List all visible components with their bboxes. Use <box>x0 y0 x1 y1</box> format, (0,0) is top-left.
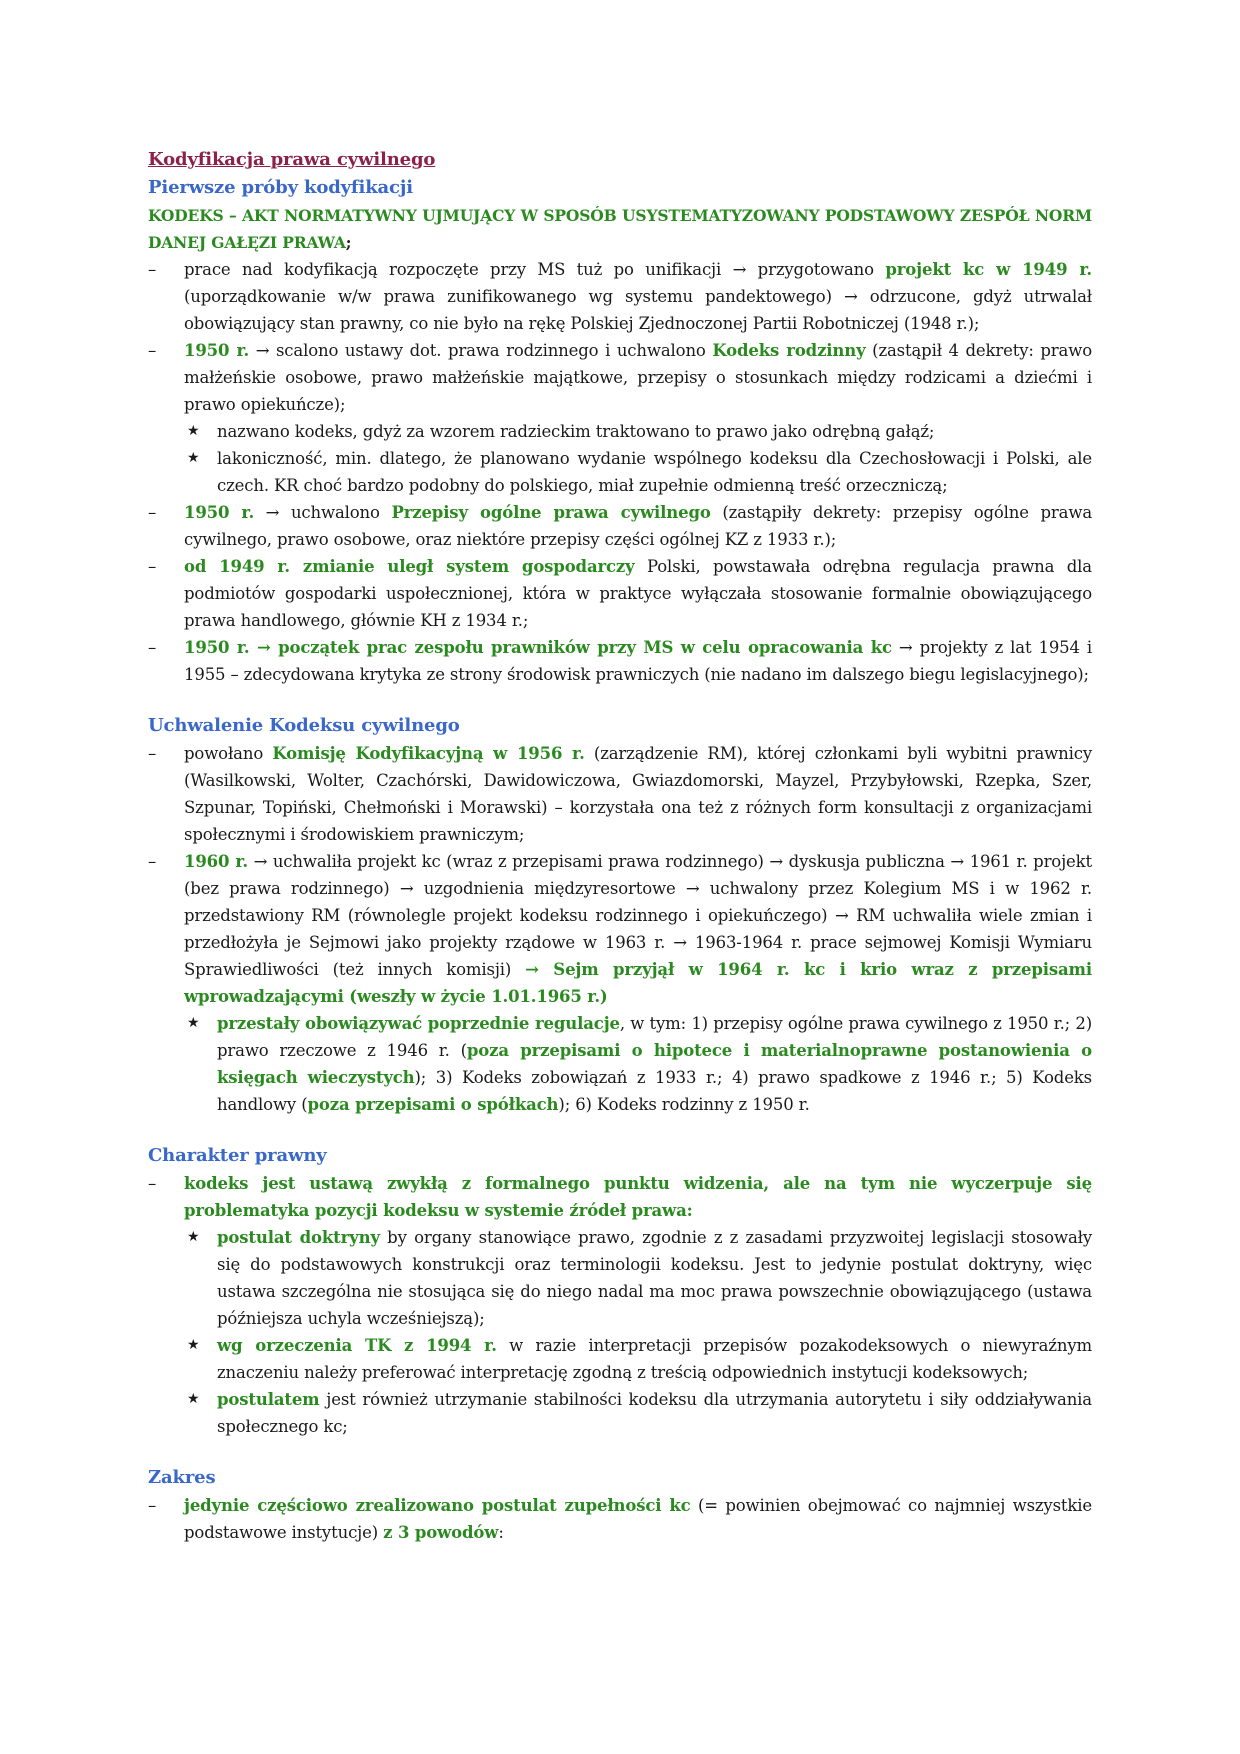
highlight: projekt kc w 1949 r. <box>885 260 1092 279</box>
highlight: 1950 r. → początek prac zespołu prawników przy MS w celu opracowania kc <box>184 638 892 657</box>
text: , w tym: 1) przepisy ogólne prawa cywilnego z 1950 r.; 2) prawo rzeczowe z 1946 r. ( <box>217 1014 1092 1060</box>
list-item <box>148 848 1092 1118</box>
section-heading-first-attempts: Pierwsze próby kodyfikacji <box>148 177 413 198</box>
list-item <box>148 1170 1092 1440</box>
highlight: postulat doktryny <box>217 1228 380 1247</box>
list-item <box>148 256 1092 337</box>
highlight: → Sejm przyjął w 1964 r. kc i krio wraz z przepisami wprowadzającymi (weszły w życie 1.01.1965 r.) <box>184 960 1092 1006</box>
highlight: 1960 r. <box>184 852 249 871</box>
highlight: Przepisy ogólne prawa cywilnego <box>391 503 711 522</box>
highlight: poza przepisami o spółkach <box>307 1095 559 1114</box>
list-item <box>148 553 1092 634</box>
first-attempts-list <box>148 256 1092 688</box>
highlight: Kodeks rodzinny <box>712 341 866 360</box>
text: → projekty z lat 1954 i 1955 – zdecydowana krytyka ze strony środowisk prawniczych (nie nadano im dalszego biegu legislacyjnego); <box>184 638 1093 684</box>
scope-list <box>148 1492 1092 1546</box>
highlight: od 1949 r. zmianie uległ system gospodarczy <box>184 557 635 576</box>
text: → scalono ustawy dot. prawa rodzinnego i uchwalono <box>249 341 713 360</box>
text: Polski, powstawała odrębna regulacja prawna dla podmiotów gospodarki uspołecznionej, która w praktyce wyłączała stosowanie formalnie obowiązującego prawa handlowego, głównie KH z 1934 r.; <box>184 557 1092 630</box>
text: : <box>498 1523 504 1542</box>
text: (zarządzenie RM), której członkami byli wybitni prawnicy (Wasilkowski, Wolter, Czachórski, Dawidowiczowa, Gwiazdomorski, Mayzel, Przybyłowski, Rzepka, Szer, Szpunar, Topiński, Chełmoński i Morawski) – korzystała ona też z różnych form konsultacji z organizacjami społecznymi i środowiskiem prawniczym; <box>184 744 1092 844</box>
highlight: jedynie częściowo zrealizowano postulat zupełności kc <box>184 1496 691 1515</box>
enactment-list <box>148 740 1092 1118</box>
sub-list-item <box>184 1386 1092 1440</box>
highlight: kodeks jest ustawą zwykłą z formalnego punktu widzenia, ale na tym nie wyczerpuje się problematyka pozycji kodeksu w systemie źródeł prawa: <box>184 1174 1092 1220</box>
list-item <box>148 740 1092 848</box>
sub-list-item <box>184 1010 1092 1118</box>
section-heading-scope: Zakres <box>148 1467 216 1488</box>
text: powołano <box>184 744 273 763</box>
text: → uchwalono <box>254 503 392 522</box>
definition-text: KODEKS – AKT NORMATYWNY UJMUJĄCY W SPOSÓB USYSTEMATYZOWANY PODSTAWOWY ZESPÓŁ NORM DANEJ GAŁĘZI PRAWA <box>148 206 1092 252</box>
text: w razie interpretacji przepisów pozakodeksowych o niewyraźnym znaczeniu należy preferować interpretację zgodną z treścią odpowiednich instytucji kodeksowych; <box>217 1336 1092 1382</box>
highlight: postulatem <box>217 1390 320 1409</box>
definition-end: ; <box>345 233 352 252</box>
text: by organy stanowiące prawo, zgodnie z z zasadami przyzwoitej legislacji stosowały się do podstawowych konstrukcji oraz terminologii kodeksu. Jest to jedynie postulat doktryny, więc ustawa szczególna nie stosująca się do niego nadal ma moc prawa powszechnie obowiązującego (ustawa późniejsza uchyla wcześniejszą); <box>217 1228 1092 1328</box>
sub-list <box>184 1224 1092 1440</box>
text: (uporządkowanie w/w prawa zunifikowanego wg systemu pandektowego) → odrzucone, gdyż utrwalał obowiązujący stan prawny, co nie było na rękę Polskiej Zjednoczonej Partii Robotniczej (1948 r.); <box>184 287 1092 333</box>
highlight: z 3 powodów <box>383 1523 499 1542</box>
highlight: 1950 r. <box>184 341 250 360</box>
text: jest również utrzymanie stabilności kodeksu dla utrzymania autorytetu i siły oddziaływania społecznego kc; <box>217 1390 1092 1436</box>
text: ); 6) Kodeks rodzinny z 1950 r. <box>558 1095 810 1114</box>
sub-list <box>184 1010 1092 1118</box>
text: → uchwaliła projekt kc (wraz z przepisami prawa rodzinnego) → dyskusja publiczna → 1961 r. projekt (bez prawa rodzinnego) → uzgodnienia międzyresortowe → uchwalony przez Kolegium MS i w 1962 r. przedstawiony RM (równolegle projekt kodeksu rodzinnego i opiekuńczego) → RM uchwaliła wiele zmian i przedłożyła je Sejmowi jako projekty rządowe w 1963 r. → 1963-1964 r. prace sejmowej Komisji Wymiaru Sprawiedliwości (też innych komisji) <box>184 852 1092 979</box>
legal-character-list <box>148 1170 1092 1440</box>
list-item <box>148 634 1092 688</box>
document-title: Kodyfikacja prawa cywilnego <box>148 149 436 170</box>
definition-paragraph <box>148 202 1092 256</box>
sub-list <box>184 418 1092 499</box>
text: (= powinien obejmować co najmniej wszystkie podstawowe instytucje) <box>184 1496 1092 1542</box>
highlight: przestały obowiązywać poprzednie regulacje <box>217 1014 620 1033</box>
highlight: poza przepisami o hipotece i materialnoprawne postanowienia o księgach wieczystych <box>217 1041 1092 1087</box>
section-heading-enactment: Uchwalenie Kodeksu cywilnego <box>148 715 460 736</box>
sub-list-item: ★ lakoniczność, min. dlatego, że planowano wydanie wspólnego kodeksu dla Czechosłowacji i Polski, ale czech. KR choć bardzo podobny do polskiego, miał zupełnie odmienną treść orzeczniczą; <box>184 445 1092 499</box>
highlight: 1950 r. <box>184 503 255 522</box>
highlight: Komisję Kodyfikacyjną w 1956 r. <box>272 744 585 763</box>
list-item <box>148 337 1092 499</box>
list-item <box>148 1492 1092 1546</box>
highlight: wg orzeczenia TK z 1994 r. <box>217 1336 497 1355</box>
text: (zastąpiły dekrety: przepisy ogólne prawa cywilnego, prawo osobowe, oraz niektóre przepisy części ogólnej KZ z 1933 r.); <box>184 503 1093 549</box>
sub-list-item <box>184 1224 1092 1332</box>
text: (zastąpił 4 dekrety: prawo małżeńskie osobowe, prawo małżeńskie majątkowe, przepisy o stosunkach między rodzicami a dziećmi i prawo opiekuńcze); <box>184 341 1092 414</box>
sub-list-item: ★ nazwano kodeks, gdyż za wzorem radzieckim traktowano to prawo jako odrębną gałąź; <box>184 418 1092 445</box>
text: ); 3) Kodeks zobowiązań z 1933 r.; 4) prawo spadkowe z 1946 r.; 5) Kodeks handlowy ( <box>217 1068 1092 1114</box>
sub-list-item <box>184 1332 1092 1386</box>
text: prace nad kodyfikacją rozpoczęte przy MS tuż po unifikacji → przygotowano <box>184 260 886 279</box>
list-item <box>148 499 1092 553</box>
section-heading-legal-character: Charakter prawny <box>148 1145 327 1166</box>
